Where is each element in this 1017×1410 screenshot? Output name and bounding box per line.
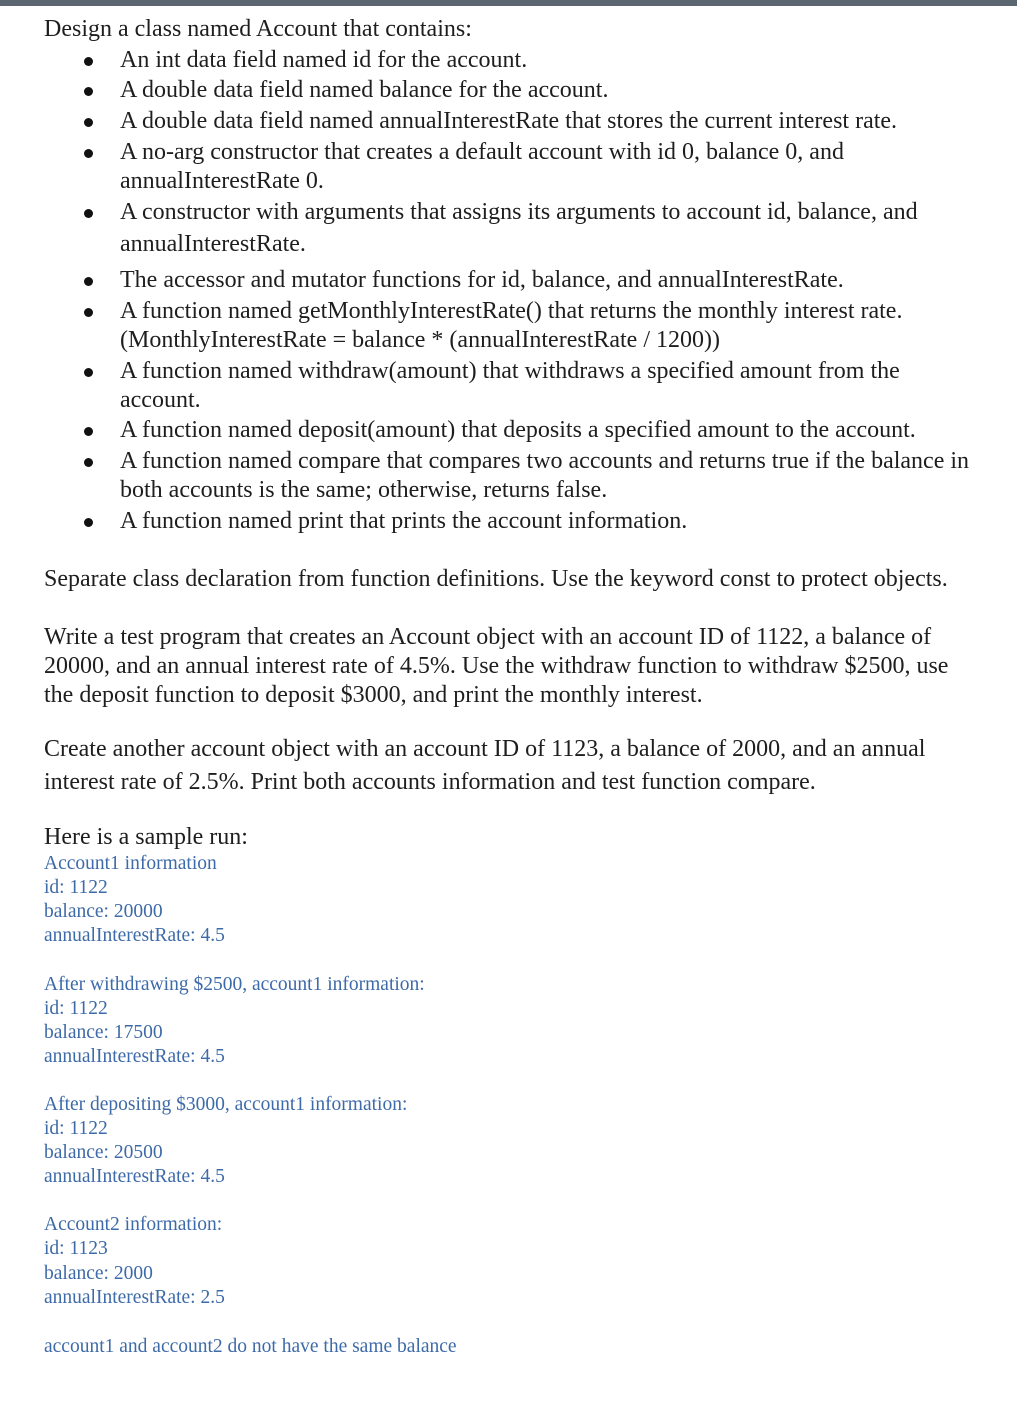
output-line: account1 and account2 do not have the same balance bbox=[44, 1336, 457, 1357]
paragraph-another-account: Create another account object with an account ID of 1123, a balance of 2000, and an annual bbox=[44, 736, 926, 762]
output-line: Account2 information: bbox=[44, 1214, 223, 1235]
paragraph-test-program-line: 20000, and an annual interest rate of 4.5%. Use the withdraw function to withdraw $2500, use bbox=[44, 653, 949, 679]
requirement-item-continued: annualInterestRate 0. bbox=[120, 168, 324, 194]
requirement-item: A function named getMonthlyInterestRate() that returns the monthly interest rate. bbox=[120, 298, 903, 324]
output-line: annualInterestRate: 2.5 bbox=[44, 1287, 225, 1308]
requirement-item: A double data field named balance for the account. bbox=[120, 77, 609, 103]
bullet bbox=[84, 308, 93, 317]
bullet bbox=[84, 277, 93, 286]
top-border-bar bbox=[0, 0, 1017, 6]
output-line: annualInterestRate: 4.5 bbox=[44, 1166, 225, 1187]
requirement-item-continued: (MonthlyInterestRate = balance * (annualInterestRate / 1200)) bbox=[120, 327, 720, 353]
output-line: balance: 20500 bbox=[44, 1142, 163, 1163]
requirement-item: The accessor and mutator functions for id, balance, and annualInterestRate. bbox=[120, 267, 844, 293]
output-line: balance: 2000 bbox=[44, 1263, 153, 1284]
requirement-item: A function named print that prints the account information. bbox=[120, 508, 688, 534]
paragraph-test-program-line: the deposit function to deposit $3000, and print the monthly interest. bbox=[44, 682, 703, 708]
paragraph-another-account-line: interest rate of 2.5%. Print both accounts information and test function compare. bbox=[44, 769, 816, 795]
bullet bbox=[84, 87, 93, 96]
bullet bbox=[84, 209, 93, 218]
output-line: balance: 20000 bbox=[44, 901, 163, 922]
requirement-item-continued: both accounts is the same; otherwise, returns false. bbox=[120, 477, 608, 503]
paragraph-test-program: Write a test program that creates an Account object with an account ID of 1122, a balance of bbox=[44, 624, 932, 650]
output-line: After withdrawing $2500, account1 information: bbox=[44, 974, 425, 995]
output-line: annualInterestRate: 4.5 bbox=[44, 1046, 225, 1067]
output-line: After depositing $3000, account1 information: bbox=[44, 1094, 408, 1115]
requirement-item: An int data field named id for the account. bbox=[120, 47, 528, 73]
output-line: id: 1122 bbox=[44, 998, 108, 1019]
requirement-item: A no-arg constructor that creates a default account with id 0, balance 0, and bbox=[120, 139, 844, 165]
bullet bbox=[84, 518, 93, 527]
requirement-item: A function named compare that compares two accounts and returns true if the balance in bbox=[120, 448, 970, 474]
output-line: annualInterestRate: 4.5 bbox=[44, 925, 225, 946]
bullet bbox=[84, 149, 93, 158]
requirement-item-continued: annualInterestRate. bbox=[120, 231, 306, 257]
requirement-item: A function named withdraw(amount) that withdraws a specified amount from the bbox=[120, 358, 900, 384]
intro-heading: Design a class named Account that contains: bbox=[44, 16, 472, 42]
output-line: id: 1123 bbox=[44, 1238, 108, 1259]
requirement-item: A double data field named annualInterestRate that stores the current interest rate. bbox=[120, 108, 898, 134]
output-line: Account1 information bbox=[44, 853, 217, 874]
bullet bbox=[84, 368, 93, 377]
paragraph-separation: Separate class declaration from function definitions. Use the keyword const to protect objects. bbox=[44, 566, 948, 592]
bullet bbox=[84, 118, 93, 127]
output-line: balance: 17500 bbox=[44, 1022, 163, 1043]
bullet bbox=[84, 427, 93, 436]
requirement-item: A constructor with arguments that assigns its arguments to account id, balance, and bbox=[120, 199, 918, 225]
sample-run-label: Here is a sample run: bbox=[44, 824, 248, 850]
requirement-item-continued: account. bbox=[120, 387, 201, 413]
requirement-item: A function named deposit(amount) that deposits a specified amount to the account. bbox=[120, 417, 916, 443]
output-line: id: 1122 bbox=[44, 1118, 108, 1139]
bullet bbox=[84, 458, 93, 467]
output-line: id: 1122 bbox=[44, 877, 108, 898]
bullet bbox=[84, 57, 93, 66]
